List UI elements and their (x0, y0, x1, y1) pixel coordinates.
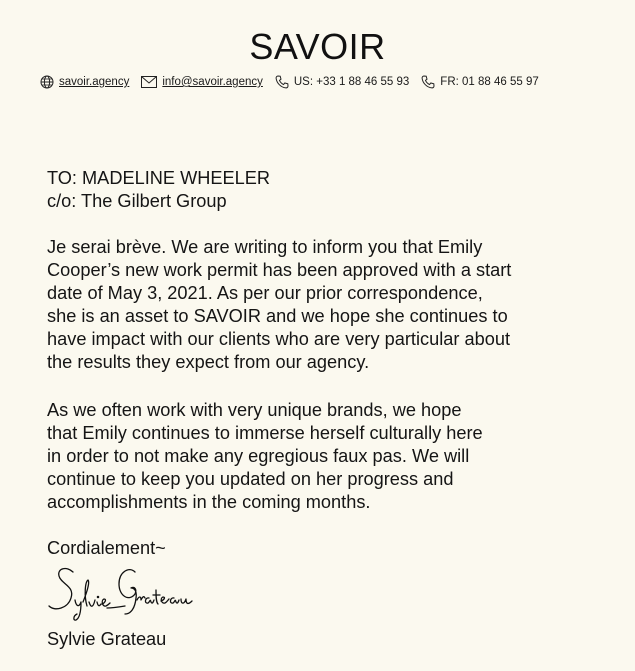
recipient-to: TO: MADELINE WHEELER (47, 168, 271, 188)
paragraph-line: accomplishments in the coming months. (47, 492, 371, 512)
phone-icon (421, 75, 435, 89)
website-link[interactable]: savoir.agency (59, 76, 130, 88)
email-link[interactable]: info@savoir.agency (162, 76, 263, 88)
paragraph-line: date of May 3, 2021. As per our prior correspondence, (47, 283, 483, 303)
contact-website[interactable] (40, 75, 129, 89)
paragraph-line: that Emily continues to immerse herself culturally here (47, 423, 483, 443)
contact-email[interactable] (141, 76, 263, 88)
paragraph-2 (47, 399, 483, 514)
phone-icon (275, 75, 289, 89)
paragraph-line: Je serai brève. We are writing to inform you that Emily (47, 237, 483, 257)
globe-icon (40, 75, 54, 89)
paragraph-line: in order to not make any egregious faux pas. We will (47, 446, 470, 466)
contact-us-phone[interactable] (275, 75, 409, 89)
handwritten-signature (45, 562, 205, 624)
us-phone-text: US: +33 1 88 46 55 93 (293, 76, 410, 88)
paragraph-line: Cooper’s new work permit has been approved with a start (47, 260, 512, 280)
paragraph-line: As we often work with very unique brands, we hope (47, 400, 462, 420)
paragraph-line: the results they expect from our agency. (47, 352, 370, 372)
recipient-block (47, 167, 270, 213)
contact-fr-phone[interactable] (421, 75, 538, 89)
paragraph-line: have impact with our clients who are very particular about (47, 329, 510, 349)
recipient-care-of: c/o: The Gilbert Group (47, 191, 227, 211)
signer-name: Sylvie Grateau (47, 629, 167, 649)
mail-icon (141, 76, 157, 88)
brand-logo: SAVOIR (249, 26, 386, 67)
closing-salutation: Cordialement~ (47, 538, 166, 558)
contact-bar (40, 75, 600, 89)
paragraph-line: continue to keep you updated on her progress and (47, 469, 454, 489)
paragraph-line: she is an asset to SAVOIR and we hope she continues to (47, 306, 508, 326)
paragraph-1 (47, 236, 511, 374)
fr-phone-text: FR: 01 88 46 55 97 (440, 76, 539, 88)
